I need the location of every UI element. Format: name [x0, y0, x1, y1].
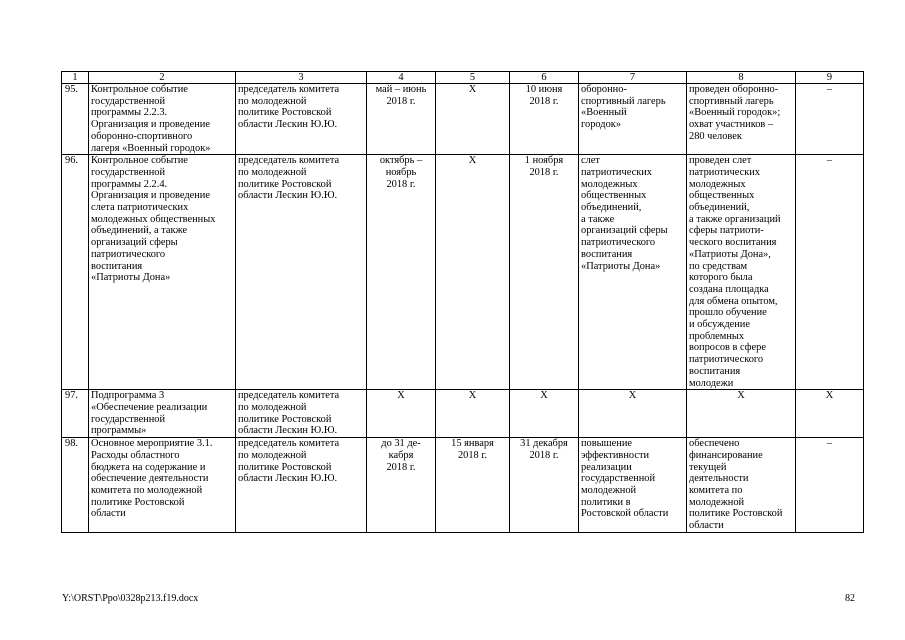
row-number-cell: 97.: [62, 390, 89, 438]
event-name-cell: Основное мероприятие 3.1. Расходы областного бюджета на содержание и обеспечение деятельности комитета по молодежной политике Ростовской области: [89, 438, 236, 533]
header-cell: 5: [436, 72, 510, 84]
actual-end-cell: Х: [510, 390, 579, 438]
table-row: [62, 438, 864, 533]
actual-end-cell: 10 июня 2018 г.: [510, 84, 579, 155]
header-row: [62, 72, 864, 84]
header-cell: 2: [89, 72, 236, 84]
actual-start-cell: Х: [436, 84, 510, 155]
report-table: [61, 71, 864, 533]
header-cell: 7: [579, 72, 687, 84]
planned-period-cell: октябрь – ноябрь 2018 г.: [367, 155, 436, 390]
expected-result-cell: повышение эффективности реализации государственной молодежной политики в Ростовской области: [579, 438, 687, 533]
table-row: [62, 84, 864, 155]
table-row: [62, 390, 864, 438]
expected-result-cell: Х: [579, 390, 687, 438]
problems-cell: –: [796, 155, 864, 390]
actual-result-cell: Х: [687, 390, 796, 438]
table-row: [62, 155, 864, 390]
actual-start-cell: Х: [436, 390, 510, 438]
header-cell: 3: [236, 72, 367, 84]
problems-cell: Х: [796, 390, 864, 438]
header-cell: 9: [796, 72, 864, 84]
page-number: 82: [845, 593, 855, 604]
event-name-cell: Подпрограмма 3 «Обеспечение реализации государственной программы»: [89, 390, 236, 438]
header-cell: 1: [62, 72, 89, 84]
event-name-cell: Контрольное событие государственной программы 2.2.3. Организация и проведение оборонно-спортивного лагеря «Военный городок»: [89, 84, 236, 155]
planned-period-cell: Х: [367, 390, 436, 438]
expected-result-cell: оборонно- спортивный лагерь «Военный городок»: [579, 84, 687, 155]
actual-result-cell: проведен оборонно- спортивный лагерь «Военный городок»; охват участников – 280 человек: [687, 84, 796, 155]
problems-cell: –: [796, 84, 864, 155]
planned-period-cell: май – июнь 2018 г.: [367, 84, 436, 155]
responsible-cell: председатель комитета по молодежной политике Ростовской области Лескин Ю.Ю.: [236, 390, 367, 438]
planned-period-cell: до 31 де- кабря 2018 г.: [367, 438, 436, 533]
table-body: [62, 72, 864, 533]
header-cell: 8: [687, 72, 796, 84]
responsible-cell: председатель комитета по молодежной политике Ростовской области Лескин Ю.Ю.: [236, 438, 367, 533]
actual-end-cell: 1 ноября 2018 г.: [510, 155, 579, 390]
actual-start-cell: Х: [436, 155, 510, 390]
actual-result-cell: проведен слет патриотических молодежных общественных объединений, а также организаций сферы патриоти- ческого воспитания «Патриоты Дона», по средствам которого была создана площадка для обмена опытом, прошло обучение и обсуждение проблемных вопросов в сфере патриотического воспитания молодежи: [687, 155, 796, 390]
problems-cell: –: [796, 438, 864, 533]
row-number-cell: 96.: [62, 155, 89, 390]
actual-start-cell: 15 января 2018 г.: [436, 438, 510, 533]
event-name-cell: Контрольное событие государственной программы 2.2.4. Организация и проведение слета патриотических молодежных общественных объединений, а также организаций сферы патриотического воспитания «Патриоты Дона»: [89, 155, 236, 390]
actual-end-cell: 31 декабря 2018 г.: [510, 438, 579, 533]
actual-result-cell: обеспечено финансирование текущей деятельности комитета по молодежной политике Ростовской области: [687, 438, 796, 533]
header-cell: 4: [367, 72, 436, 84]
header-cell: 6: [510, 72, 579, 84]
responsible-cell: председатель комитета по молодежной политике Ростовской области Лескин Ю.Ю.: [236, 155, 367, 390]
expected-result-cell: слет патриотических молодежных общественных объединений, а также организаций сферы патриотического воспитания «Патриоты Дона»: [579, 155, 687, 390]
file-path-footer: Y:\ORST\Ppo\0328p213.f19.docx: [62, 593, 199, 604]
responsible-cell: председатель комитета по молодежной политике Ростовской области Лескин Ю.Ю.: [236, 84, 367, 155]
row-number-cell: 98.: [62, 438, 89, 533]
row-number-cell: 95.: [62, 84, 89, 155]
